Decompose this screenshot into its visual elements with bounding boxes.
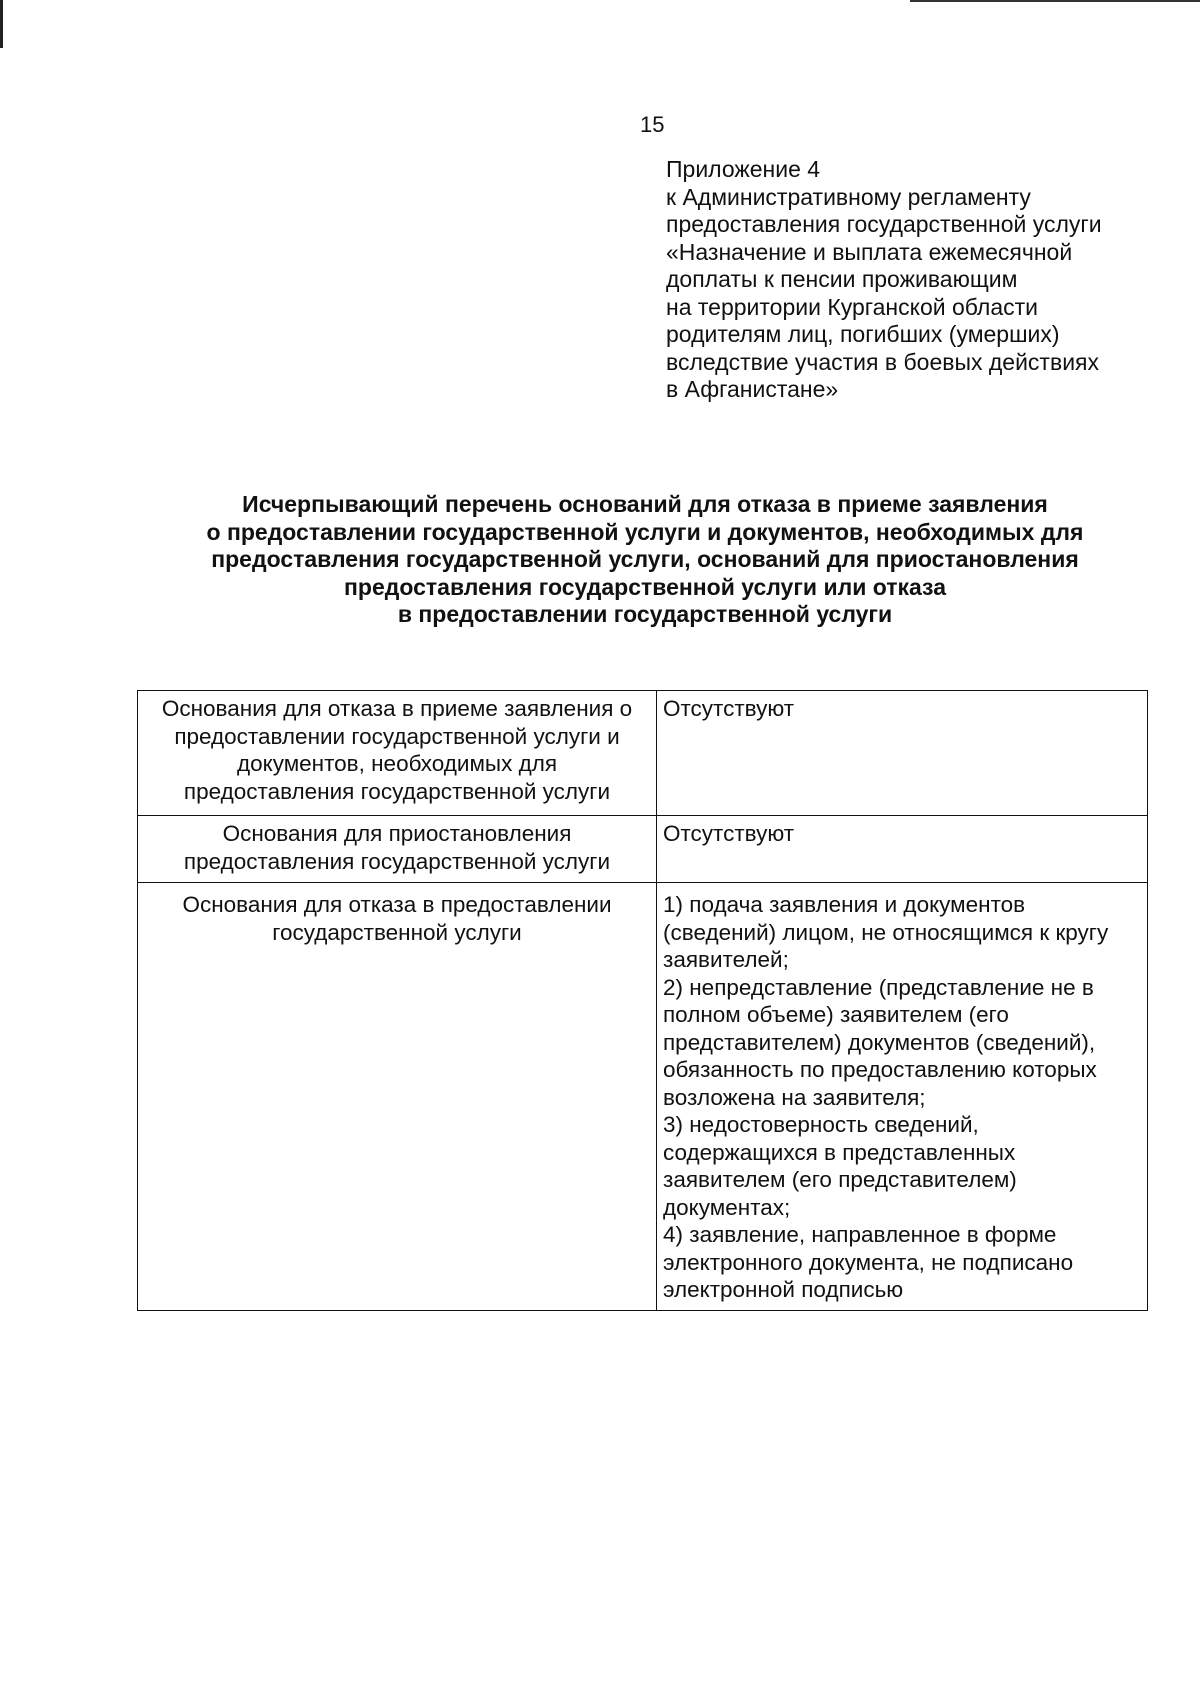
appendix-line: к Административному регламенту [666,183,1031,210]
row-value-cell [657,816,1148,883]
appendix-line: Приложение 4 [666,156,821,182]
cell-line: государственной услуги [272,919,522,945]
title-line: о предоставлении государственной услуги и документов, необходимых для [206,518,1084,545]
cell-line: электронного документа, не подписано [663,1249,1074,1275]
title-line: в предоставлении государственной услуги [397,601,893,627]
cell-line: 4) заявление, направленное в форме [663,1222,1057,1247]
cell-line: предоставления государственной услуги [183,778,611,804]
title-line: предоставления государственной услуги или отказа [344,573,946,600]
cell-line: Основания для отказа в приеме заявления о [161,696,633,721]
cell-line: (сведений) лицом, не относящимся к кругу [663,919,1109,945]
appendix-line: вследствие участия в боевых действиях [666,348,1099,375]
cell-line: полном объеме) заявителем (его [663,1002,1009,1027]
row-value-cell [657,883,1148,1311]
scan-edge-left [0,0,3,48]
row-label-cell [138,883,657,1311]
cell-line: обязанность по предоставлению которых [663,1057,1097,1082]
cell-line: заявителем (его представителем) [663,1167,1017,1192]
cell-line: представителем) документов (сведений), [663,1029,1096,1055]
row-label-cell [138,816,657,883]
cell-line: возложена на заявителя; [663,1084,926,1110]
cell-line: Основания для отказа в предоставлении [182,892,612,917]
table-row [138,883,1148,1311]
appendix-line: «Назначение и выплата ежемесячной [666,238,1073,265]
cell-line: предоставлении государственной услуги и [174,723,620,749]
appendix-line: предоставления государственной услуги [666,211,1102,237]
table-row [138,691,1148,816]
table-row [138,816,1148,883]
appendix-line: в Афганистане» [666,376,839,402]
grounds-table [137,690,1148,1311]
scan-edge-top [910,0,1200,2]
cell-line: заявителей; [663,947,789,972]
row-label-cell [138,691,657,816]
cell-line: документов, необходимых для [236,751,558,776]
cell-line: содержащихся в представленных [663,1139,1016,1165]
cell-line: Отсутствуют [663,696,795,721]
appendix-header [666,156,1166,404]
cell-line: предоставления государственной услуги [183,848,611,874]
cell-line: электронной подписью [663,1277,904,1302]
row-value-cell [657,691,1148,816]
page-number: 15 [640,112,665,137]
title-line: Исчерпывающий перечень оснований для отказа в приеме заявления [242,491,1048,517]
appendix-line: на территории Курганской области [666,293,1039,320]
cell-line: Основания для приостановления [222,821,572,846]
appendix-line: родителям лиц, погибших (умерших) [666,321,1060,347]
appendix-line: доплаты к пенсии проживающим [666,266,1018,292]
cell-line: 1) подача заявления и документов [663,892,1026,917]
cell-line: 3) недостоверность сведений, [663,1112,979,1137]
cell-line: 2) непредставление (представление не в [663,974,1094,1000]
cell-line: документах; [663,1194,791,1220]
document-title [140,491,1150,629]
cell-line: Отсутствуют [663,821,795,846]
title-line: предоставления государственной услуги, оснований для приостановления [211,546,1079,572]
